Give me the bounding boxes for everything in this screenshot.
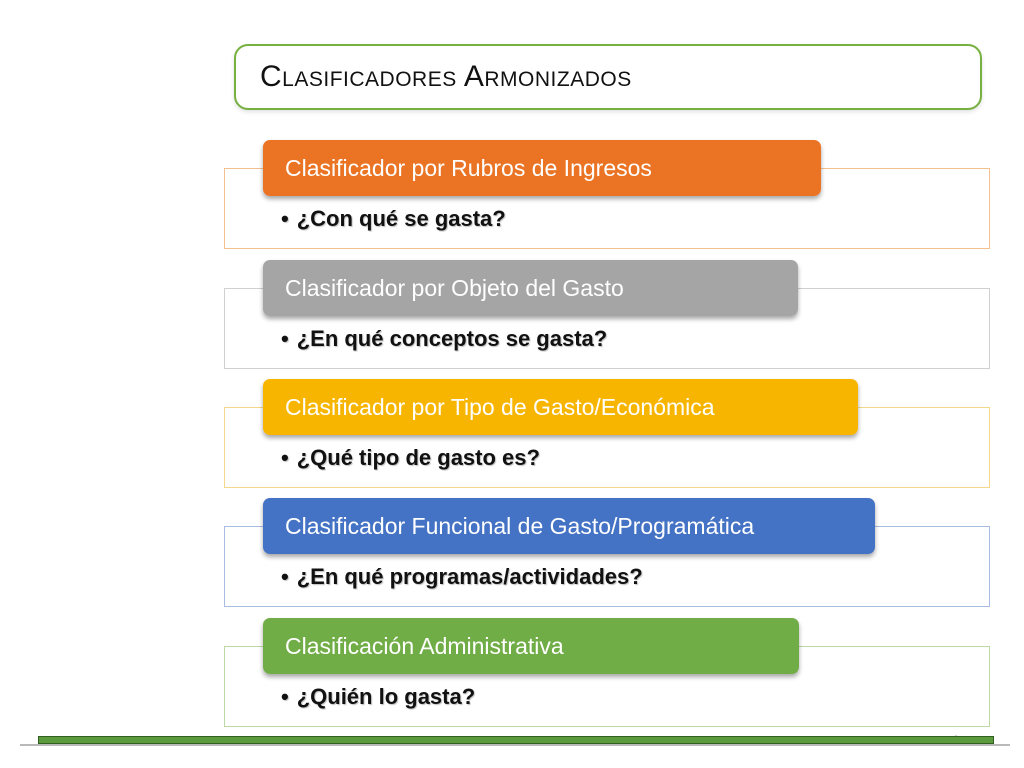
classifier-question	[281, 326, 607, 352]
classifier-question	[281, 564, 643, 590]
classifier-header: Clasificador por Objeto del Gasto	[263, 260, 798, 316]
bullet-icon: •	[281, 326, 289, 351]
classifier-header: Clasificación Administrativa	[263, 618, 799, 674]
bullet-icon: •	[281, 564, 289, 589]
classifier-header: Clasificador por Rubros de Ingresos	[263, 140, 821, 196]
classifier-header: Clasificador Funcional de Gasto/Programática	[263, 498, 875, 554]
classifier-objeto-gasto	[224, 260, 990, 360]
classifier-question	[281, 206, 506, 232]
classifier-tipo-gasto	[224, 379, 990, 479]
question-text: ¿En qué conceptos se gasta?	[296, 326, 608, 351]
classifier-question	[281, 445, 540, 471]
question-text: ¿Qué tipo de gasto es?	[296, 445, 540, 470]
footer-line	[20, 744, 1010, 746]
question-text: ¿Con qué se gasta?	[296, 206, 506, 231]
question-text: ¿Quién lo gasta?	[296, 684, 476, 709]
bullet-icon: •	[281, 206, 289, 231]
classifier-question	[281, 684, 475, 710]
question-text: ¿En qué programas/actividades?	[296, 564, 643, 589]
bullet-icon: •	[281, 684, 289, 709]
classifier-header: Clasificador por Tipo de Gasto/Económica	[263, 379, 858, 435]
bullet-icon: •	[281, 445, 289, 470]
slide-title: Clasificadores Armonizados	[260, 60, 632, 93]
classifier-funcional	[224, 498, 990, 598]
title-box	[234, 44, 982, 110]
footer-bar	[38, 736, 994, 744]
classifier-rubros-ingresos	[224, 140, 990, 240]
classifier-administrativa	[224, 618, 990, 718]
